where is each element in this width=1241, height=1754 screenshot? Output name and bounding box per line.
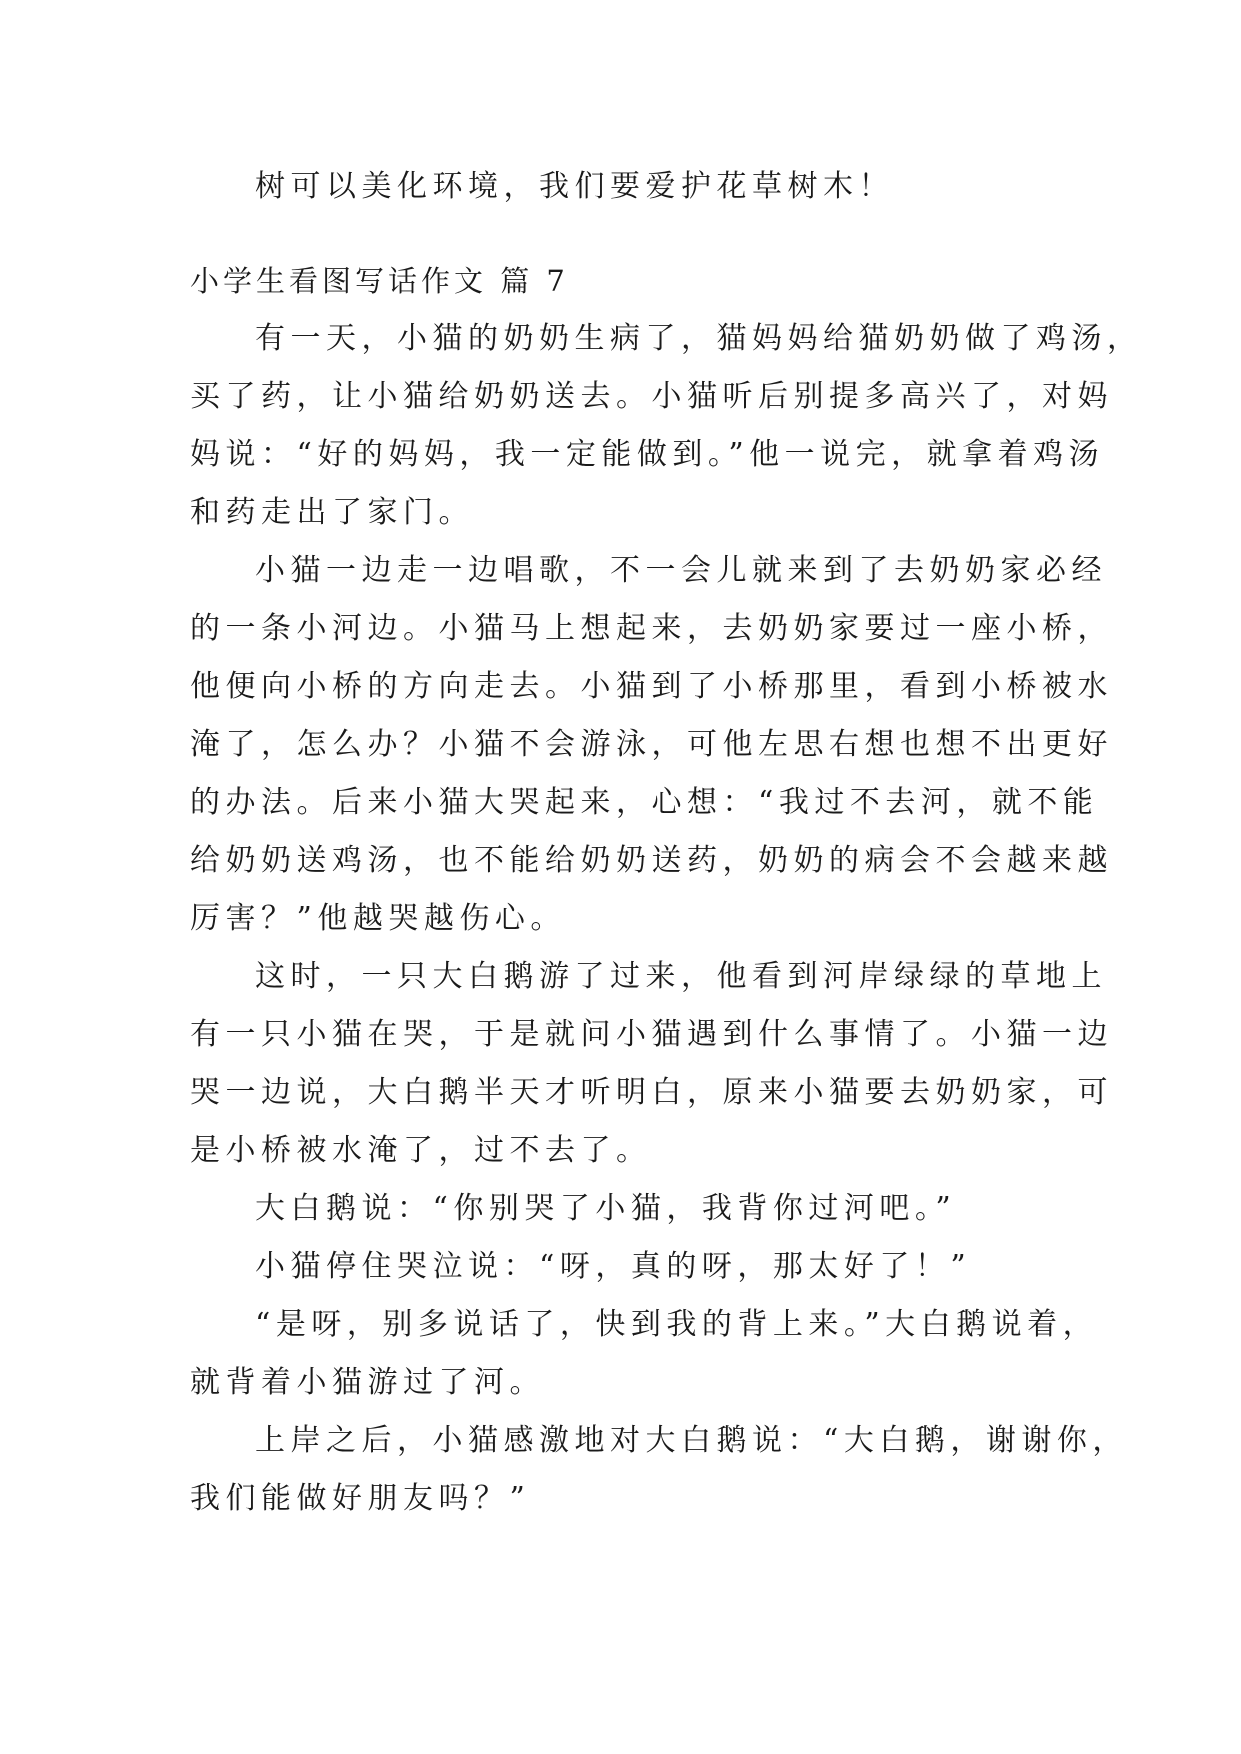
paragraph-line: 给奶奶送鸡汤，也不能给奶奶送药，奶奶的病会不会越来越	[190, 843, 1113, 878]
paragraph-line: 有一天，小猫的奶奶生病了，猫妈妈给猫奶奶做了鸡汤，	[255, 321, 1143, 356]
paragraph-line: 淹了，怎么办？小猫不会游泳，可他左思右想也想不出更好	[190, 727, 1113, 762]
paragraph-line: 树可以美化环境，我们要爱护花草树木！	[255, 169, 894, 204]
paragraph-line: 小猫停住哭泣说：“呀，真的呀，那太好了！”	[255, 1249, 972, 1284]
paragraph-line: 厉害？”他越哭越伤心。	[190, 901, 566, 936]
paragraph-line: 的办法。后来小猫大哭起来，心想：“我过不去河，就不能	[190, 785, 1099, 820]
paragraph-line: 哭一边说，大白鹅半天才听明白，原来小猫要去奶奶家，可	[190, 1075, 1113, 1110]
paragraph-line: “是呀，别多说话了，快到我的背上来。”大白鹅说着，	[255, 1307, 1099, 1342]
paragraph-line: 我们能做好朋友吗？”	[190, 1481, 531, 1516]
document-body	[190, 158, 1143, 1528]
paragraph-line: 和药走出了家门。	[190, 495, 474, 530]
paragraph-line: 他便向小桥的方向走去。小猫到了小桥那里，看到小桥被水	[190, 669, 1113, 704]
paragraph-line: 小猫一边走一边唱歌，不一会儿就来到了去奶奶家必经	[255, 553, 1107, 588]
paragraph-line: 有一只小猫在哭，于是就问小猫遇到什么事情了。小猫一边	[190, 1017, 1113, 1052]
paragraph-line: 上岸之后，小猫感激地对大白鹅说：“大白鹅，谢谢你，	[255, 1423, 1128, 1458]
paragraph-line: 就背着小猫游过了河。	[190, 1365, 545, 1400]
section-heading: 小学生看图写话作文 篇 7	[190, 264, 569, 298]
paragraph-line: 妈说：“好的妈妈，我一定能做到。”他一说完，就拿着鸡汤	[190, 437, 1105, 472]
paragraph-line: 大白鹅说：“你别哭了小猫，我背你过河吧。”	[255, 1191, 957, 1226]
paragraph-line: 的一条小河边。小猫马上想起来，去奶奶家要过一座小桥，	[190, 611, 1113, 646]
paragraph-line: 这时，一只大白鹅游了过来，他看到河岸绿绿的草地上	[255, 959, 1107, 994]
paragraph-line: 是小桥被水淹了，过不去了。	[190, 1133, 652, 1168]
paragraph-line: 买了药，让小猫给奶奶送去。小猫听后别提多高兴了，对妈	[190, 379, 1113, 414]
